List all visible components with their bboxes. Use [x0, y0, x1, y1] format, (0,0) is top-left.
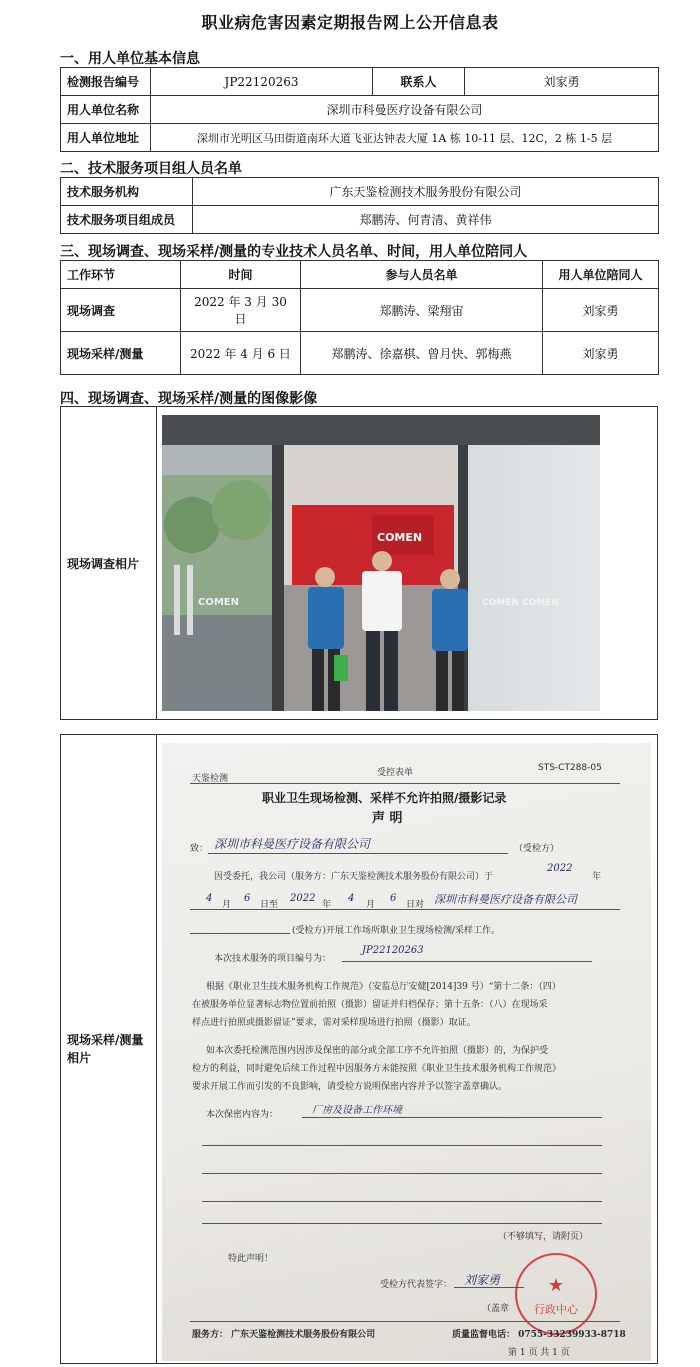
- page-title: 职业病危害因素定期报告网上公开信息表: [201, 13, 499, 32]
- doc-declare: 特此声明！: [228, 1254, 274, 1264]
- divider: [156, 735, 157, 1363]
- doc-line3-rule: [190, 933, 290, 934]
- doc-footer-phone: 质量监督电话： 0755-33239933-8718: [452, 1330, 626, 1340]
- doc-not-enough: （不够填写，请附页）: [498, 1232, 589, 1242]
- company-label: 用人单位名称: [61, 96, 151, 124]
- doc-line2-month1-unit: 月: [222, 900, 232, 910]
- site-work-table: [60, 260, 659, 375]
- section-3-heading: 三、现场调查、现场采样/测量的专业技术人员名单、时间，用人单位陪同人: [60, 244, 528, 260]
- doc-line2-month2-unit: 月: [366, 900, 376, 910]
- doc-to-line: [208, 853, 508, 854]
- service-team-table: [60, 177, 659, 234]
- col-header-date: 时间: [181, 261, 301, 289]
- survey-photo-drawing: [162, 415, 600, 711]
- doc-secret-rule-5: [202, 1223, 602, 1224]
- table-row: [61, 289, 659, 332]
- staff-cell: 郑鹏涛、梁翔宙: [301, 289, 543, 332]
- doc-footer-service: 服务方： 广东天鉴检测技术服务股份有限公司: [192, 1330, 376, 1340]
- doc-corner-left: 天鉴检测: [192, 774, 229, 784]
- address-label: 用人单位地址: [61, 124, 151, 152]
- doc-header-rule: [190, 783, 620, 784]
- survey-photo: [162, 415, 600, 711]
- doc-to-suffix: （受检方）: [514, 844, 560, 854]
- seal-star-icon: ★: [547, 1275, 565, 1296]
- doc-secret-rule-4: [202, 1201, 602, 1202]
- doc-title: 职业卫生现场检测、采样不允许拍照/摄影记录: [262, 791, 507, 805]
- company-seal: [515, 1253, 597, 1335]
- org-value: 广东天鉴检测技术服务股份有限公司: [193, 178, 659, 206]
- doc-code: STS-CT288-05: [538, 763, 602, 773]
- section-2-heading: 二、技术服务项目组人员名单: [60, 161, 242, 177]
- doc-line1-year: 年: [592, 872, 602, 882]
- doc-line2-year2-unit: 年: [322, 900, 332, 910]
- doc-line4-hand: JP22120263: [362, 945, 424, 956]
- doc-to-prefix: 致：: [190, 844, 209, 854]
- doc-sign-label: 受检方代表签字：: [380, 1280, 453, 1290]
- col-header-escort: 用人单位陪同人: [543, 261, 659, 289]
- seal-text: 行政中心: [534, 1303, 578, 1316]
- doc-line2-day1: 6: [244, 893, 251, 904]
- doc-secret-rule-3: [202, 1173, 602, 1174]
- doc-line2-month2: 4: [348, 893, 355, 904]
- doc-footer-rule: [190, 1321, 620, 1322]
- escort-cell: 刘家勇: [543, 332, 659, 375]
- doc-para2-line1: 如本次委托检测范围内因涉及保密的部分或全部工序不允许拍照（摄影）的，为保护受: [206, 1046, 549, 1056]
- doc-para2-line2: 检方的利益，同时避免后续工作过程中因服务方未能按照《职业卫生技术服务机构工作规范》: [192, 1064, 562, 1074]
- doc-line2-year2: 2022: [290, 893, 316, 904]
- doc-footer-page: 第 1 页 共 1 页: [508, 1348, 570, 1358]
- date-cell: 2022 年 3 月 30 日: [181, 289, 301, 332]
- report-no-label: 检测报告编号: [61, 68, 151, 96]
- doc-subtitle: 声 明: [372, 811, 403, 826]
- members-value: 郑鹏涛、何青清、黄祥伟: [193, 206, 659, 234]
- doc-to-handwriting: 深圳市科曼医疗设备有限公司: [214, 837, 371, 851]
- sampling-photo-box: [60, 734, 658, 1364]
- section-4-heading: 四、现场调查、现场采样/测量的图像影像: [60, 391, 318, 407]
- survey-photo-box: [60, 406, 658, 720]
- staff-cell: 郑鹏涛、徐嘉棋、曾月快、郭梅燕: [301, 332, 543, 375]
- divider: [156, 407, 157, 719]
- section-1-heading: 一、用人单位基本信息: [60, 51, 200, 67]
- address-value: 深圳市光明区马田街道南环大道飞亚达钟表大厦 1A 栋 10-11 层、12C，2 栋 1-5 层: [151, 124, 659, 152]
- survey-photo-label: 现场调查相片: [67, 557, 140, 571]
- doc-line4-rule: [342, 961, 592, 962]
- door-brand-left: COMEN: [198, 597, 239, 608]
- doc-para2-line3: 要求开展工作而引发的不良影响，请受检方说明保密内容并予以签字盖章确认。: [192, 1082, 508, 1092]
- stage-cell: 现场采样/测量: [61, 332, 181, 375]
- sampling-document-photo: [162, 743, 651, 1361]
- doc-seal-label: （盖章: [482, 1304, 510, 1314]
- contact-value: 刘家勇: [465, 68, 659, 96]
- doc-para1-line2: 在被服务单位显著标志物位置前拍照（摄影）留证并归档保存；第十五条：（八）在现场采: [192, 1000, 548, 1010]
- sampling-photo-label-line1: 现场采样/测量: [67, 1033, 144, 1047]
- doc-secret-rule-2: [202, 1145, 602, 1146]
- doc-line2-day1-unit: 日至: [260, 900, 279, 910]
- doc-corner-center: 受控表单: [377, 768, 414, 778]
- sampling-photo-label: [67, 1031, 143, 1067]
- escort-cell: 刘家勇: [543, 289, 659, 332]
- date-cell: 2022 年 4 月 6 日: [181, 332, 301, 375]
- doc-sign-rule: [454, 1287, 524, 1288]
- reception-brand: COMEN: [377, 531, 423, 544]
- doc-secret-rule-1: [302, 1117, 602, 1118]
- members-label: 技术服务项目组成员: [61, 206, 193, 234]
- door-brand-right: COMEN COMEN: [482, 598, 559, 608]
- doc-line2-hand: 深圳市科曼医疗设备有限公司: [434, 893, 577, 906]
- company-value: 深圳市科曼医疗设备有限公司: [151, 96, 659, 124]
- contact-label: 联系人: [373, 68, 465, 96]
- table-row: [61, 332, 659, 375]
- doc-line2-rule: [190, 909, 620, 910]
- doc-para1-line1: 根据《职业卫生技术服务机构工作规范》（安监总厅安健[2014]39 号）“第十二条：（四）: [206, 982, 561, 992]
- report-no-value: JP22120263: [151, 68, 373, 96]
- sampling-photo-label-line2: 相片: [67, 1051, 92, 1065]
- doc-line2-month1: 4: [206, 893, 213, 904]
- doc-sign-hand: 刘家勇: [464, 1273, 501, 1287]
- doc-secret-hand: 厂房及设备工作环境: [312, 1105, 402, 1116]
- org-label: 技术服务机构: [61, 178, 193, 206]
- doc-line2-day2: 6: [390, 893, 397, 904]
- doc-line4: 本次技术服务的项目编号为：: [214, 954, 332, 964]
- doc-line2-day2-unit: 日对: [406, 900, 425, 910]
- col-header-stage: 工作环节: [61, 261, 181, 289]
- doc-line3: (受检方)开展工作场所职业卫生现场检测/采样工作。: [292, 926, 501, 936]
- basic-info-table: [60, 67, 659, 152]
- stage-cell: 现场调查: [61, 289, 181, 332]
- doc-line1: 因受委托，我公司（服务方：广东天鉴检测技术服务股份有限公司）于: [214, 872, 494, 882]
- col-header-staff: 参与人员名单: [301, 261, 543, 289]
- doc-para1-line3: 样点进行拍照或摄影留证”要求，需对采样现场进行拍照（摄影）取证。: [192, 1018, 476, 1028]
- doc-line1-year-hand: 2022: [547, 863, 573, 874]
- doc-secret-label: 本次保密内容为：: [206, 1110, 279, 1120]
